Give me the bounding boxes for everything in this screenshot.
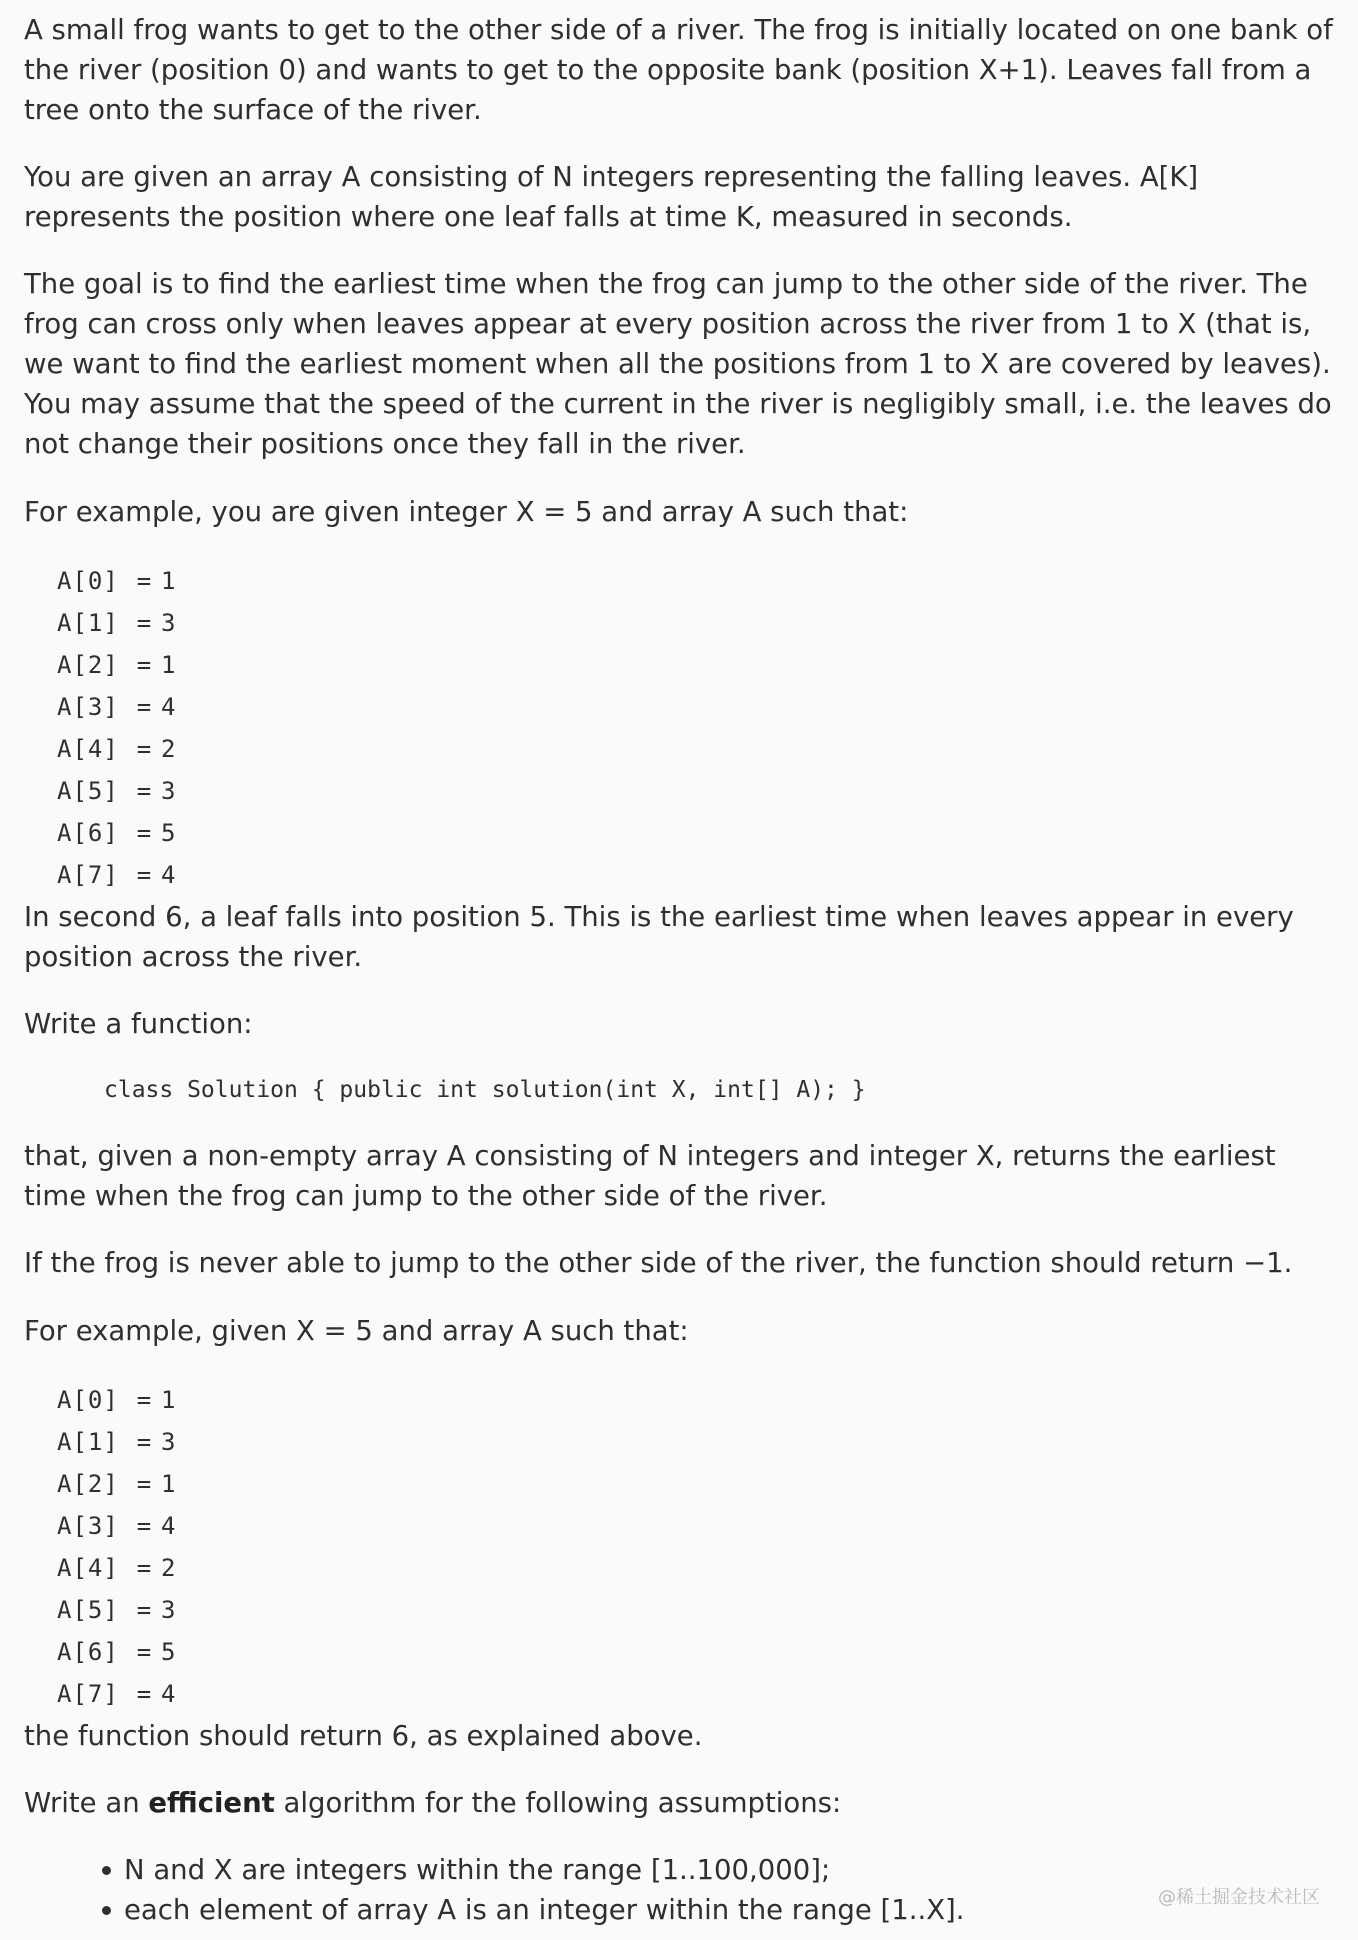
return-value-paragraph: If the frog is never able to jump to the other side of the river, the function should return −1. — [24, 1247, 1293, 1279]
array-example-2 — [57, 1379, 191, 1715]
assumption-text: N and X are integers within the range [1..100,000]; — [124, 1854, 831, 1886]
array-row — [57, 1589, 191, 1631]
array-index: A[1] — [57, 609, 119, 637]
equals-sign: = — [136, 609, 152, 637]
array-index: A[1] — [57, 1428, 119, 1456]
array-index: A[4] — [57, 1554, 119, 1582]
array-value: 1 — [161, 1470, 176, 1498]
equals-sign: = — [136, 1512, 152, 1540]
list-item — [24, 1890, 1344, 1930]
array-row — [57, 1379, 191, 1421]
assumptions-list — [24, 1850, 1344, 1930]
bullet-icon — [102, 1906, 111, 1915]
equals-sign: = — [136, 819, 152, 847]
array-row — [57, 770, 191, 812]
intro-paragraph: A small frog wants to get to the other side of a river. The frog is initially located on one bank of the river (position 0) and wants to get to the opposite bank (position X+1). Leaves fall from a tree onto the surface of the river. — [24, 14, 1333, 126]
list-item — [24, 1850, 1344, 1890]
array-index: A[3] — [57, 1512, 119, 1540]
array-value: 1 — [161, 1386, 176, 1414]
assumption-text: each element of array A is an integer within the range [1..X]. — [124, 1894, 965, 1926]
equals-sign: = — [136, 1638, 152, 1666]
expected-result-paragraph: the function should return 6, as explained above. — [24, 1720, 703, 1752]
array-value: 1 — [161, 651, 176, 679]
array-row — [57, 1547, 191, 1589]
equals-sign: = — [136, 693, 152, 721]
array-row — [57, 728, 191, 770]
equals-sign: = — [136, 1470, 152, 1498]
second-example-intro-paragraph: For example, given X = 5 and array A such that: — [24, 1315, 689, 1347]
array-value: 4 — [161, 1512, 176, 1540]
array-row — [57, 1505, 191, 1547]
equals-sign: = — [136, 735, 152, 763]
assumptions-intro-paragraph — [24, 1783, 1344, 1823]
example-intro-paragraph: For example, you are given integer X = 5 and array A such that: — [24, 496, 909, 528]
array-row — [57, 1421, 191, 1463]
array-row — [57, 686, 191, 728]
equals-sign: = — [136, 1680, 152, 1708]
array-index: A[4] — [57, 735, 119, 763]
assumptions-list-wrapper — [24, 1850, 1344, 1930]
array-row — [57, 1463, 191, 1505]
assumptions-intro-text: Write an — [24, 1787, 149, 1819]
array-index: A[0] — [57, 567, 119, 595]
array-index: A[2] — [57, 651, 119, 679]
array-row — [57, 854, 191, 896]
array-row — [57, 644, 191, 686]
write-function-paragraph: Write a function: — [24, 1008, 253, 1040]
array-value: 3 — [161, 1596, 176, 1624]
example-explanation-paragraph: In second 6, a leaf falls into position 5. This is the earliest time when leaves appear in every position across the river. — [24, 901, 1294, 973]
array-value: 3 — [161, 1428, 176, 1456]
watermark: @稀土掘金技术社区 — [1158, 1887, 1320, 1908]
array-value: 4 — [161, 693, 176, 721]
equals-sign: = — [136, 1428, 152, 1456]
equals-sign: = — [136, 1386, 152, 1414]
efficient-emphasis: efficient — [148, 1787, 275, 1819]
equals-sign: = — [136, 1554, 152, 1582]
array-example-1 — [57, 560, 191, 896]
array-row — [57, 1631, 191, 1673]
array-row — [57, 812, 191, 854]
goal-paragraph: The goal is to find the earliest time when the frog can jump to the other side of the river. The frog can cross only when leaves appear at every position across the river from 1 to X (that is, we want to find the earliest moment when all the positions from 1 to X are covered by leaves). You may assume that the speed of the current in the river is negligibly small, i.e. the leaves do not change their positions once they fall in the river. — [24, 268, 1332, 460]
array-value: 5 — [161, 1638, 176, 1666]
array-index: A[2] — [57, 1470, 119, 1498]
array-index: A[7] — [57, 1680, 119, 1708]
array-value: 3 — [161, 609, 176, 637]
equals-sign: = — [136, 861, 152, 889]
array-value: 2 — [161, 735, 176, 763]
array-value: 1 — [161, 567, 176, 595]
array-value: 2 — [161, 1554, 176, 1582]
array-index: A[7] — [57, 861, 119, 889]
array-value: 3 — [161, 777, 176, 805]
equals-sign: = — [136, 651, 152, 679]
equals-sign: = — [136, 1596, 152, 1624]
equals-sign: = — [136, 777, 152, 805]
array-description-paragraph: You are given an array A consisting of N integers representing the falling leaves. A[K] represents the position where one leaf falls at time K, measured in seconds. — [24, 161, 1199, 233]
array-value: 5 — [161, 819, 176, 847]
array-index: A[0] — [57, 1386, 119, 1414]
array-index: A[5] — [57, 1596, 119, 1624]
function-signature-code: class Solution { public int solution(int X, int[] A); } — [104, 1077, 866, 1103]
array-index: A[6] — [57, 819, 119, 847]
array-row — [57, 560, 191, 602]
array-index: A[6] — [57, 1638, 119, 1666]
array-row — [57, 1673, 191, 1715]
array-row — [57, 602, 191, 644]
assumptions-intro-text: algorithm for the following assumptions: — [274, 1787, 842, 1819]
array-index: A[5] — [57, 777, 119, 805]
array-value: 4 — [161, 861, 176, 889]
array-value: 4 — [161, 1680, 176, 1708]
equals-sign: = — [136, 567, 152, 595]
function-description-paragraph: that, given a non-empty array A consisting of N integers and integer X, returns the earliest time when the frog can jump to the other side of the river. — [24, 1140, 1276, 1212]
array-index: A[3] — [57, 693, 119, 721]
bullet-icon — [102, 1866, 111, 1875]
